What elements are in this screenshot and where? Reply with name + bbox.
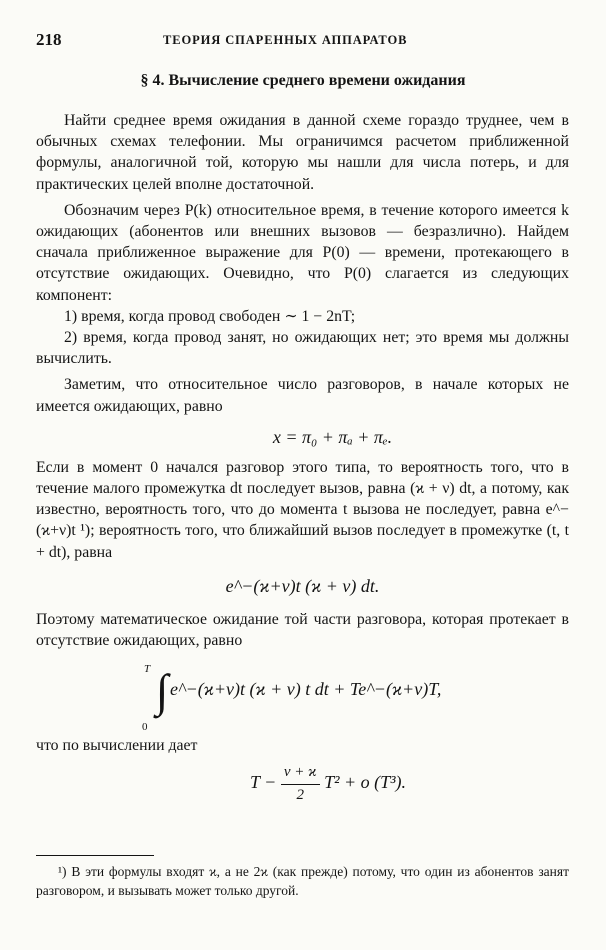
result-left: T − — [250, 772, 281, 793]
footnote — [36, 862, 569, 900]
fraction-numerator: ν + ϰ — [281, 762, 320, 784]
list-item-1: 1) время, когда провод свободен ∼ 1 − 2nT; — [64, 307, 356, 325]
section-title: § 4. Вычисление среднего времени ожидания — [140, 72, 466, 89]
paragraph-3: Заметим, что относительное число разговоров, в начале которых не имеется ожидающих, равно — [36, 376, 569, 415]
integral-sign: ∫ — [155, 665, 169, 717]
equation-x: x = π₀ + πₐ + πₑ. — [272, 426, 393, 447]
paragraph-1: Найти среднее время ожидания в данной схеме гораздо труднее, чем в обычных схемах телефонии. Мы ограничимся расчетом приближенной формулы, аналогичной той, которую мы нашли для числа потерь, и для практических целей вполне достаточной. — [36, 112, 569, 193]
equation-result — [36, 762, 569, 812]
equation-density: e^−(ϰ+ν)t (ϰ + ν) dt. — [225, 575, 380, 596]
paragraph-5: Поэтому математическое ожидание той части разговора, которая протекает в отсутствие ожидающих, равно — [36, 610, 569, 650]
equation-integral — [36, 659, 569, 734]
main-text — [36, 110, 569, 812]
page-number: 218 — [36, 30, 62, 49]
list-item-2: 2) время, когда провод занят, но ожидающих нет; это время мы должны вычислить. — [36, 329, 569, 368]
integral-lower-limit: 0 — [142, 721, 148, 734]
fraction-denominator: 2 — [296, 786, 304, 803]
paragraph-6: что по вычислении дает — [36, 737, 198, 755]
footnote-rule — [36, 855, 154, 856]
integral-upper-limit: T — [144, 663, 151, 676]
result-right: T² + o (T³). — [324, 772, 407, 793]
paragraph-4: Если в момент 0 начался разговор этого типа, то вероятность того, что в течение малого промежутка dt последует вызов, равна (ϰ + ν) dt, а потому, как известно, вероятность того, что до момента t вызова не последует, равна e^−(ϰ+ν)t ¹); вероятность того, что ближайший вызов последует в промежутке (t, t + dt), равна — [36, 458, 569, 561]
page-header — [36, 30, 570, 52]
paragraph-2: Обозначим через P(k) относительное время, в течение которого имеется k ожидающих (абонентов или внешних вызовов — безразлично). Найдем сначала приближенное выражение для P(0) — времени, протекающего в отсутствие ожидающих. Очевидно, что P(0) слагается из следующих компонент: — [36, 201, 569, 304]
result-expression — [250, 762, 406, 805]
running-head: ТЕОРИЯ СПАРЕННЫХ АППАРАТОВ — [163, 33, 408, 47]
integral-expression: e^−(ϰ+ν)t (ϰ + ν) t dt + Te^−(ϰ+ν)T, — [170, 679, 442, 700]
result-fraction — [281, 762, 320, 805]
footnote-text: ¹) В эти формулы входят ϰ, а не 2ϰ (как прежде) потому, что один из абонентов занят разговором, и вызывать может только другой. — [36, 864, 569, 898]
